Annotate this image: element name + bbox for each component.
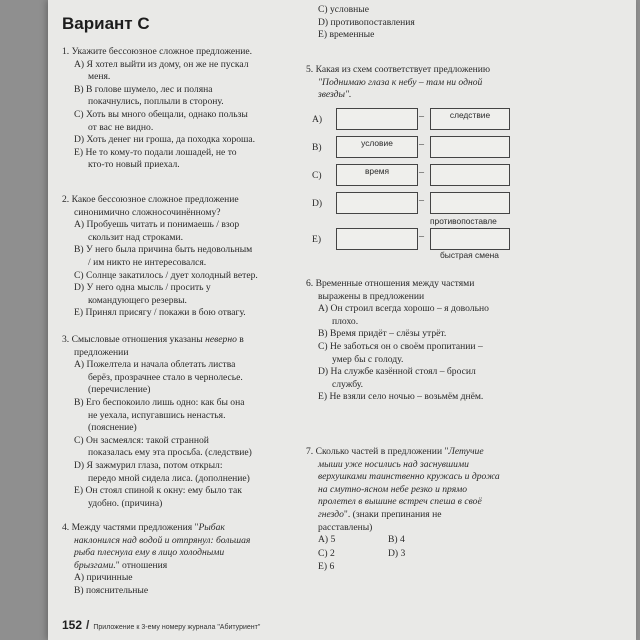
question-1-text: 1. Укажите бессоюзное сложное предложение. [62,46,253,57]
q7-option-c: C) 2 [318,547,335,559]
scheme-a-left-box [336,108,418,130]
question-2 [62,194,310,320]
scheme-c-right-box [430,164,510,186]
scheme-e-label: E) [312,234,322,245]
question-5 [306,64,576,102]
variant-title: Вариант С [62,14,150,33]
question-7 [306,446,576,574]
question-4 [62,522,310,598]
q6-option-e: E) Не взяли село ночью – возьмём днём. [318,391,484,403]
footer-text: Приложение к 3-ему номеру журнала "Абитуриент" [93,624,261,631]
q3-option-a: A) Пожелтела и начала облетать листва берёз, прозрачнее стало в чернолесье. (перечисление) [74,359,243,396]
scheme-a-right-box: следствие [430,108,510,130]
tail-option-e: Е) временные [318,29,375,41]
q3-option-e: E) Он стоял спиной к окну: ему было так удобно. (причина) [74,485,242,509]
q1-option-e: E) Не то кому-то подали лошадей, не то кто-то новый приехал. [74,146,237,171]
question-2-text: 2. Какое бессоюзное сложное предложение синонимично сложносочинённому? [62,194,239,218]
tail-option-d: D) противопоставления [318,16,415,28]
q1-option-a: A) Я хотел выйти из дому, он же не пускал меня. [74,58,249,83]
scheme-e-right-box [430,228,510,250]
question-4-text: 4. Между частями предложения "Рыбак наклонился над водой и отпрянул: большая рыба плеснула ему в лицо холодными брызгами." отношения [62,522,251,571]
scheme-b-dash: – [419,139,424,150]
q7-option-a: A) 5 [318,534,336,546]
scheme-b-label: B) [312,142,322,153]
scheme-c-label: C) [312,170,322,181]
question-3-text: 3. Смысловые отношения указаны неверно в предложении [62,334,244,358]
question-3 [62,334,310,510]
scheme-d [306,192,576,226]
scheme-b [306,136,576,166]
question-5-text: 5. Какая из схем соответствует предложению "Поднимаю глаза к небу – там ни одной звезды". [306,64,491,101]
workbook-page [48,0,636,640]
question-7-text: 7. Сколько частей в предложении "Летучие мыши уже носились над заснувшими верхушками таинственно кружась и дрожа на смутно-ясном небе резко и прямо пролетел в вышине встреч спеша в своё гнездо". (знаки препинания не расставлены) [306,446,500,533]
q6-option-d: D) На службе казённой стоял – бросил службу. [318,366,476,390]
q7-option-e: E) 6 [318,561,335,573]
q1-option-b: B) В голове шумело, лес и поляна покачнулись, поплыли в сторону. [74,83,224,108]
scheme-b-right-box [430,136,510,158]
q4-option-b: В) пояснительные [74,584,149,596]
scheme-e [306,228,576,258]
q2-option-c: C) Солнце закатилось / дует холодный ветер. [74,269,258,281]
q6-option-c: C) Не заботься он о своём пропитании – умер бы с голоду. [318,340,483,365]
scheme-b-left-box: условие [336,136,418,158]
scheme-a-label: A) [312,114,323,125]
q4-option-a: А) причинные [74,572,133,584]
scheme-a-dash: – [419,111,424,122]
q1-option-d: D) Хоть денег ни гроша, да походка хороша. [74,134,256,146]
scheme-c-dash: – [419,167,424,178]
question-6-text: 6. Временные отношения между частями выражены в предложении [306,278,475,302]
question-6 [306,278,576,404]
scheme-d-caption: противопоставле [430,216,497,226]
q2-option-e: E) Принял присягу / покажи в бою отвагу. [74,307,246,319]
scheme-d-label: D) [312,198,323,209]
tail-option-c: С) условные [318,4,369,15]
q7-options-grid [306,534,576,574]
question-1 [62,46,310,172]
q2-option-d: D) У него одна мысль / просить у командующего резервы. [74,282,211,306]
scheme-e-left-box [336,228,418,250]
scheme-a [306,108,576,138]
q7-option-b: B) 4 [388,534,405,546]
scheme-c [306,164,576,194]
scheme-d-right-box [430,192,510,214]
scheme-d-dash: – [419,195,424,206]
q3-option-d: D) Я зажмурил глаза, потом открыл: передо мной сидела лиса. (дополнение) [74,459,250,484]
page-number: 152 [62,618,83,632]
q6-option-b: B) Время придёт – слёзы утрёт. [318,328,447,340]
footer-slash: / [86,618,90,632]
scheme-c-left-box: время [336,164,418,186]
scheme-e-dash: – [419,231,424,242]
previous-question-tail [306,4,576,42]
page-footer [62,618,260,632]
q2-option-b: B) У него была причина быть недовольным / им никто не интересовался. [74,244,253,268]
q3-option-c: C) Он засмеялся: такой странной показалась ему эта просьба. (следствие) [74,434,252,459]
q3-option-b: B) Его беспокоило лишь одно: как бы она не уехала, испугавшись ненастья. (пояснение) [74,396,245,434]
q7-option-d: D) 3 [388,547,406,559]
q6-option-a: A) Он строил всегда хорошо – я довольно плохо. [318,303,489,327]
scheme-e-caption: быстрая смена [440,250,499,260]
q1-option-c: C) Хоть вы много обещали, однако пользы от вас не видно. [74,108,248,133]
q2-option-a: A) Пробуешь читать и понимаешь / взор скользит над строками. [74,219,240,243]
scheme-d-left-box [336,192,418,214]
